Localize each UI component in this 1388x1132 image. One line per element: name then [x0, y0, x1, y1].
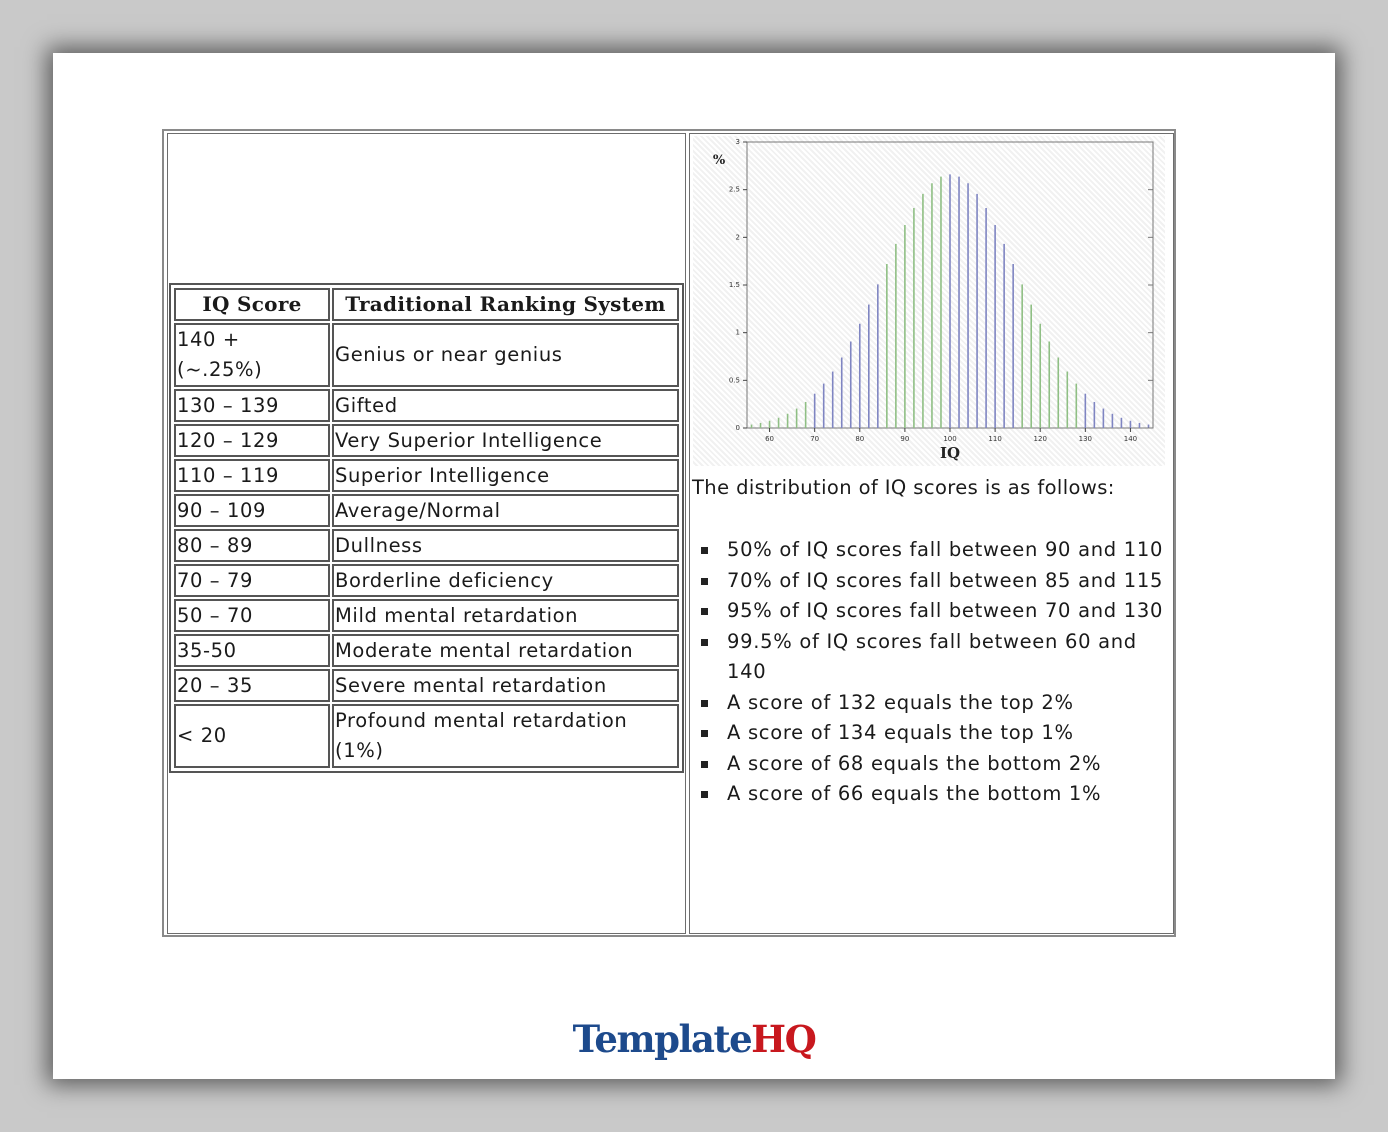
- brand-part-template: Template: [572, 1017, 752, 1061]
- bullet-icon: [701, 639, 708, 646]
- score-cell: 50 – 70: [174, 599, 330, 632]
- list-item-text: A score of 132 equals the top 2%: [727, 690, 1074, 714]
- score-line: (~.25%): [177, 358, 263, 381]
- list-item-text: 95% of IQ scores fall between 70 and 130: [727, 599, 1164, 622]
- score-cell: 130 – 139: [174, 389, 330, 422]
- list-item-text: 50% of IQ scores fall between 90 and 110: [727, 538, 1164, 561]
- x-tick-label: 60: [765, 435, 775, 443]
- rank-line: (1%): [335, 739, 384, 762]
- score-line: 140 +: [177, 328, 240, 351]
- score-cell: 80 – 89: [174, 529, 330, 562]
- header-iq-score: IQ Score: [174, 288, 330, 321]
- bullet-icon: [701, 700, 708, 707]
- table-row: [174, 599, 679, 632]
- brand-logo: [0, 1017, 1388, 1061]
- table-header-row: [174, 288, 679, 321]
- bullet-icon: [701, 608, 708, 615]
- list-item-text: A score of 66 equals the bottom 1%: [727, 782, 1102, 805]
- rank-cell: Gifted: [332, 389, 679, 422]
- list-item: [697, 688, 1173, 719]
- score-cell: 70 – 79: [174, 564, 330, 597]
- bullet-icon: [701, 761, 708, 768]
- x-tick-label: 130: [1078, 435, 1093, 443]
- list-item: [697, 749, 1173, 780]
- list-item-text: A score of 134 equals the top 1%: [727, 721, 1074, 744]
- y-tick-label: 2: [735, 233, 740, 242]
- list-item-text: 99.5% of IQ scores fall between 60 and 140: [727, 629, 1137, 683]
- rank-cell: Very Superior Intelligence: [332, 424, 679, 457]
- x-tick-label: 90: [900, 435, 910, 443]
- rank-cell: Superior Intelligence: [332, 459, 679, 492]
- y-tick-label: 1: [735, 328, 740, 337]
- score-cell: 120 – 129: [174, 424, 330, 457]
- table-row: [174, 459, 679, 492]
- y-tick-label: 3: [735, 138, 740, 146]
- score-cell: < 20: [174, 704, 330, 768]
- list-item: [697, 779, 1173, 810]
- rank-line: Profound mental retardation: [335, 709, 628, 732]
- table-row: [174, 323, 679, 387]
- rank-cell: Moderate mental retardation: [332, 634, 679, 667]
- table-row: [174, 424, 679, 457]
- x-tick-label: 140: [1123, 435, 1138, 443]
- rank-cell: Mild mental retardation: [332, 599, 679, 632]
- brand-part-hq: HQ: [751, 1017, 816, 1061]
- y-tick-label: 2.5: [728, 185, 740, 194]
- rank-cell: [332, 704, 679, 768]
- rank-cell: Average/Normal: [332, 494, 679, 527]
- list-item: [697, 627, 1173, 688]
- x-tick-label: 80: [855, 435, 865, 443]
- x-tick-label: 120: [1033, 435, 1047, 443]
- score-cell: 20 – 35: [174, 669, 330, 702]
- score-cell: 35-50: [174, 634, 330, 667]
- rank-cell: Severe mental retardation: [332, 669, 679, 702]
- y-tick-label: 0: [735, 424, 740, 432]
- table-row: [174, 634, 679, 667]
- chart-svg: [693, 136, 1165, 466]
- bullet-icon: [701, 730, 708, 737]
- list-item: [697, 718, 1173, 749]
- bullet-icon: [701, 578, 708, 585]
- table-row: [174, 494, 679, 527]
- list-item: [697, 566, 1173, 597]
- y-tick-label: 1.5: [728, 281, 740, 289]
- score-cell: 90 – 109: [174, 494, 330, 527]
- score-cell: 110 – 119: [174, 459, 330, 492]
- distribution-list: [697, 535, 1173, 810]
- list-item-text: 70% of IQ scores fall between 85 and 115: [727, 568, 1164, 592]
- table-row: [174, 704, 679, 768]
- rank-cell: Genius or near genius: [332, 323, 679, 387]
- iq-distribution-chart: [693, 136, 1165, 466]
- bullet-icon: [701, 791, 708, 798]
- rank-cell: Dullness: [332, 529, 679, 562]
- rank-cell: Borderline deficiency: [332, 564, 679, 597]
- x-tick-label: 70: [810, 435, 820, 443]
- x-axis-label: IQ: [939, 444, 961, 462]
- table-row: [174, 669, 679, 702]
- x-tick-label: 100: [943, 435, 957, 443]
- list-item: [697, 535, 1173, 566]
- table-row: [174, 389, 679, 422]
- x-tick-label: 110: [988, 435, 1002, 443]
- y-axis-label: %: [712, 153, 726, 168]
- header-ranking-system: Traditional Ranking System: [332, 288, 679, 321]
- table-row: [174, 529, 679, 562]
- list-item-text: A score of 68 equals the bottom 2%: [727, 751, 1102, 775]
- table-row: [174, 564, 679, 597]
- iq-score-table: [169, 283, 684, 773]
- list-item: [697, 596, 1173, 627]
- y-tick-label: 0.5: [728, 376, 740, 385]
- distribution-intro: The distribution of IQ scores is as follows:: [692, 476, 1115, 499]
- score-cell: [174, 323, 330, 387]
- bullet-icon: [701, 547, 708, 554]
